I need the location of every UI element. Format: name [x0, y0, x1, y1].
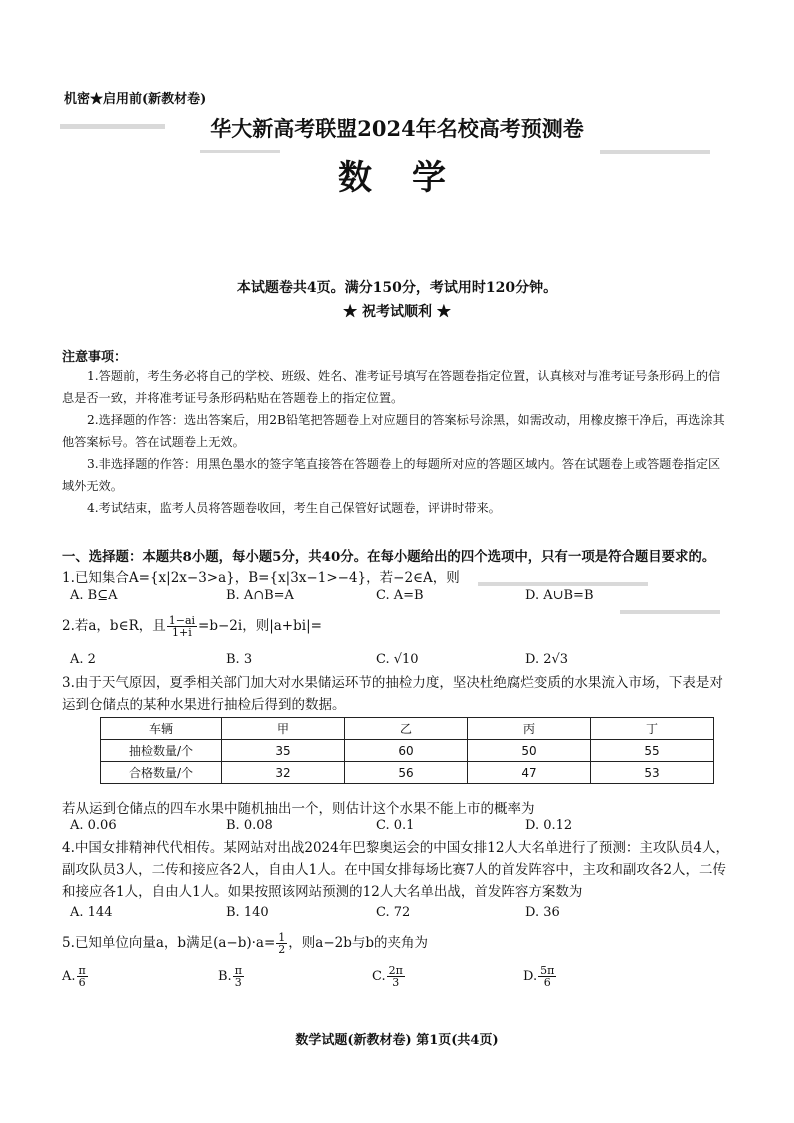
- q4-option-d: D. 36: [525, 905, 560, 920]
- table-cell: 35: [222, 740, 345, 762]
- q5-fraction: [276, 932, 287, 955]
- table-header-cell: 丙: [468, 718, 591, 740]
- subject-title: 数学: [338, 158, 486, 198]
- inspection-table: [100, 717, 714, 784]
- q2-stem-post: =b−2i，则|a+bi|=: [198, 618, 322, 634]
- notice-item: 1.答题前，考生务必将自己的学校、班级、姓名、准考证号填写在答题卷指定位置，认真核对与准考证号条形码上的信息是否一致，并将准考证号条形码粘贴在答题卷上的指定位置。: [62, 369, 721, 405]
- q5-frac-den: 2: [278, 943, 286, 956]
- table-header-row: [101, 718, 714, 740]
- table-cell: 50: [468, 740, 591, 762]
- q5-option-d: [523, 965, 557, 988]
- frac-num: π: [78, 964, 86, 977]
- q5-option-c-label: C.: [372, 969, 386, 984]
- q5-frac-num: 1: [278, 931, 286, 944]
- q5-option-c-frac: [387, 965, 405, 988]
- exam-title: 华大新高考联盟2024年名校高考预测卷: [210, 116, 584, 141]
- good-luck-line: ★ 祝考试顺利 ★: [343, 304, 451, 320]
- frac-num: 2π: [388, 964, 403, 977]
- q2-frac-den: 1+i: [172, 626, 192, 639]
- q1-option-b: B. A∩B=A: [226, 588, 294, 603]
- q5-option-d-label: D.: [523, 969, 538, 984]
- section-title: 一、选择题：本题共8小题，每小题5分，共40分。在每小题给出的四个选项中，只有一项是符合题目要求的。: [62, 549, 716, 565]
- notice-item: 4.考试结束，监考人员将答题卷收回，考生自己保管好试题卷，评讲时带来。: [87, 501, 501, 515]
- notice-item: 2.选择题的作答：选出答案后，用2B铅笔把答题卷上对应题目的答案标号涂黑，如需改动，用橡皮擦干净后，再选涂其他答案标号。答在试题卷上无效。: [62, 413, 725, 449]
- exam-info: 本试题卷共4页。满分150分，考试用时120分钟。: [236, 280, 558, 296]
- question-1-stem: 1.已知集合A={x|2x−3>a}，B={x|3x−1>−4}，若−2∈A，则: [62, 570, 460, 586]
- frac-den: 3: [392, 976, 400, 989]
- q4-option-b: B. 140: [226, 905, 269, 920]
- frac-den: 6: [543, 976, 551, 989]
- q5-option-b: [218, 965, 245, 988]
- table-header-cell: 甲: [222, 718, 345, 740]
- frac-num: 5π: [540, 964, 555, 977]
- q2-option-b: B. 3: [226, 652, 253, 667]
- notice-title: 注意事项：: [62, 350, 128, 365]
- question-5-stem: [62, 931, 428, 955]
- q1-option-d: D. A∪B=B: [525, 588, 594, 603]
- scan-speck: [620, 610, 720, 614]
- q5-option-b-frac: [233, 965, 244, 988]
- confidential-label: 机密★启用前(新教材卷): [64, 92, 207, 107]
- q2-option-d: D. 2√3: [525, 652, 569, 667]
- q5-option-a: [62, 965, 89, 988]
- q5-stem-pre: 5.已知单位向量a，b满足(a−b)·a=: [62, 935, 276, 951]
- q3-option-d: D. 0.12: [525, 818, 573, 833]
- table-header-cell: 车辆: [101, 718, 222, 740]
- q5-stem-post: ，则a−2b与b的夹角为: [288, 935, 428, 951]
- q3-option-a: A. 0.06: [70, 818, 117, 833]
- table-cell: 56: [345, 762, 468, 784]
- table-cell: 55: [591, 740, 714, 762]
- table-cell: 47: [468, 762, 591, 784]
- q5-option-c: [372, 965, 406, 988]
- q2-fraction: [167, 615, 197, 638]
- q1-option-c: C. A=B: [376, 588, 424, 603]
- table-row: [101, 762, 714, 784]
- scan-speck: [478, 582, 648, 586]
- page-footer: 数学试题(新教材卷) 第1页(共4页): [295, 1033, 499, 1048]
- question-2-stem: [62, 614, 322, 638]
- question-3-stem: 3.由于天气原因，夏季相关部门加大对水果储运环节的抽检力度，坚决杜绝腐烂变质的水果流入市场，下表是对运到仓储点的某种水果进行抽检后得到的数据。: [62, 675, 723, 713]
- frac-den: 6: [78, 976, 86, 989]
- question-4-stem: 4.中国女排精神代代相传。某网站对出战2024年巴黎奥运会的中国女排12人大名单进行了预测：主攻队员4人，副攻队员3人，二传和接应各2人，自由人1人。在中国女排每场比赛7人的首发阵容中，主攻和副攻各2人，二传和接应各1人，自由人1人。如果按照该网站预测的12人大名单出战，首发阵容方案数为: [62, 840, 730, 900]
- q5-option-a-label: A.: [62, 969, 76, 984]
- table-cell: 60: [345, 740, 468, 762]
- table-cell: 合格数量/个: [101, 762, 222, 784]
- q1-option-a: A. B⊆A: [70, 588, 118, 603]
- q2-option-c: C. √10: [376, 652, 419, 667]
- table-cell: 53: [591, 762, 714, 784]
- table-header-cell: 乙: [345, 718, 468, 740]
- table-row: [101, 740, 714, 762]
- q2-stem-pre: 2.若a，b∈R，且: [62, 618, 166, 634]
- frac-num: π: [234, 964, 242, 977]
- question-3-followup: 若从运到仓储点的四车水果中随机抽出一个，则估计这个水果不能上市的概率为: [62, 801, 535, 817]
- q4-option-a: A. 144: [70, 905, 113, 920]
- q3-option-c: C. 0.1: [376, 818, 415, 833]
- q2-frac-num: 1−ai: [168, 614, 196, 627]
- q2-option-a: A. 2: [70, 652, 96, 667]
- table-cell: 32: [222, 762, 345, 784]
- notice-item: 3.非选择题的作答：用黑色墨水的签字笔直接答在答题卷上的每题所对应的答题区域内。答在试题卷上或答题卷指定区域外无效。: [62, 457, 721, 493]
- table-header-cell: 丁: [591, 718, 714, 740]
- q3-option-b: B. 0.08: [226, 818, 273, 833]
- table-cell: 抽检数量/个: [101, 740, 222, 762]
- frac-den: 3: [234, 976, 242, 989]
- q4-option-c: C. 72: [376, 905, 411, 920]
- q5-option-d-frac: [538, 965, 556, 988]
- q5-option-b-label: B.: [218, 969, 232, 984]
- q5-option-a-frac: [77, 965, 88, 988]
